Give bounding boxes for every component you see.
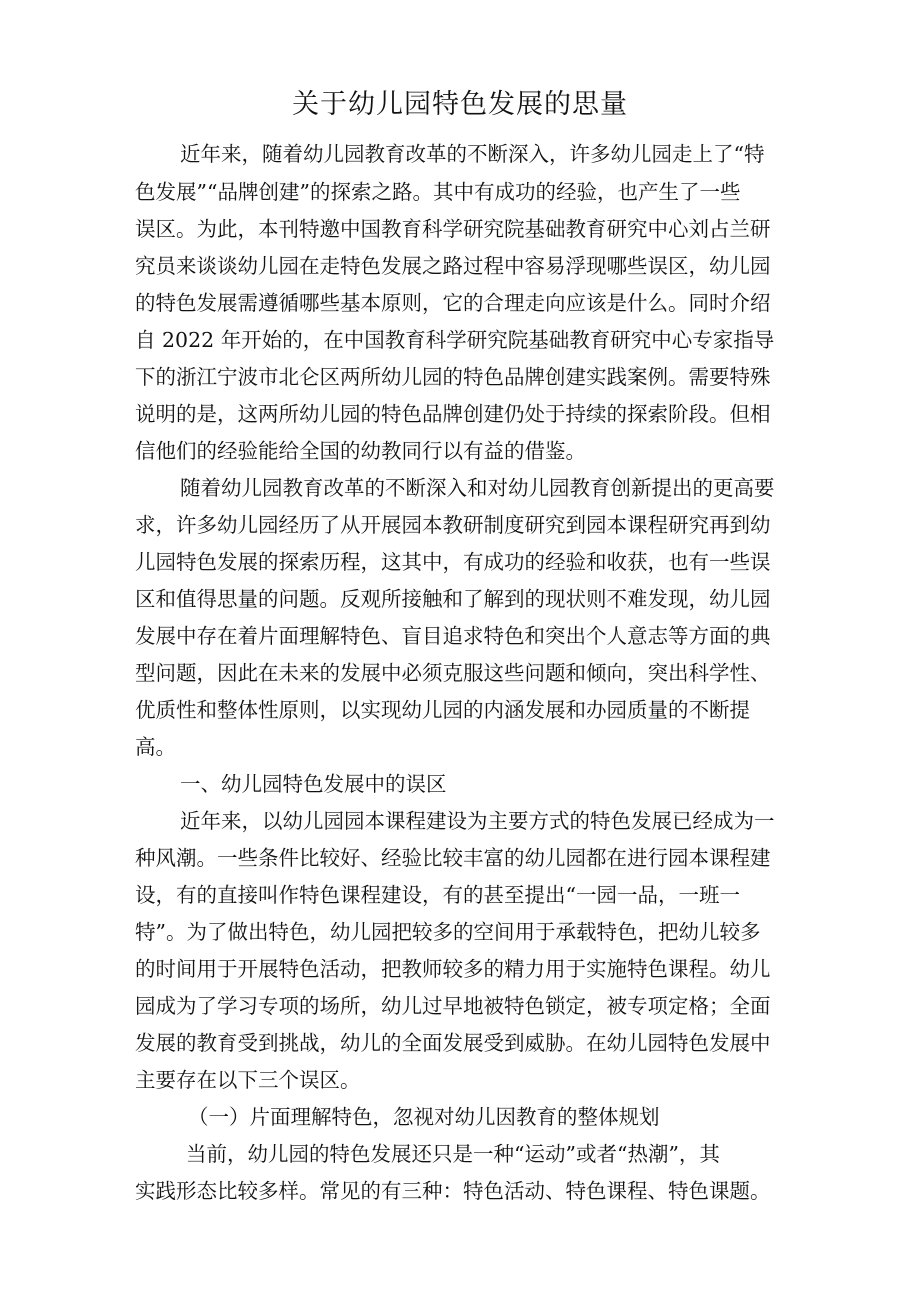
text-line: 说明的是，这两所幼儿园的特色品牌创建仍处于持续的探索阶段。但相: [135, 402, 771, 426]
text-line: 型问题，因此在未来的发展中必须克服这些问题和倾向，突出科学性、: [135, 661, 771, 685]
text-line: 种风潮。一些条件比较好、经验比较丰富的幼儿园都在进行园本课程建: [135, 846, 771, 870]
text-line: 园成为了学习专项的场所，幼儿过早地被特色锁定，被专项定格；全面: [135, 994, 771, 1018]
text-line: 实践形态比较多样。常见的有三种：特色活动、特色课程、特色课题。: [135, 1179, 771, 1203]
text-line: 优质性和整体性原则，以实现幼儿园的内涵发展和办园质量的不断提: [135, 698, 750, 722]
text-line: 发展中存在着片面理解特色、盲目追求特色和突出个人意志等方面的典: [135, 624, 771, 648]
text-line: 发展的教育受到挑战，幼儿的全面发展受到威胁。在幼儿园特色发展中: [135, 1031, 771, 1055]
text-line: 自 2022 年开始的，在中国教育科学研究院基础教育研究中心专家指导: [135, 328, 775, 352]
text-line: 区和值得思量的问题。反观所接触和了解到的现状则不难发现，幼儿园: [135, 587, 771, 611]
text-line: 的时间用于开展特色活动，把教师较多的精力用于实施特色课程。幼儿: [135, 957, 771, 981]
text-line: 究员来谈谈幼儿园在走特色发展之路过程中容易浮现哪些误区，幼儿园: [135, 254, 771, 278]
section-heading: 一、幼儿园特色发展中的误区: [180, 772, 447, 796]
text-line: 特”。为了做出特色，幼儿园把较多的空间用于承载特色，把幼儿较多: [135, 920, 761, 944]
text-line: 近年来，随着幼儿园教育改革的不断深入，许多幼儿园走上了“特: [180, 142, 765, 166]
text-line: 随着幼儿园教育改革的不断深入和对幼儿园教育创新提出的更高要: [180, 476, 775, 500]
subsection-heading: （一）片面理解特色，忽视对幼儿因教育的整体规划: [188, 1105, 660, 1129]
text-line: 求，许多幼儿园经历了从开展园本教研制度研究到园本课程研究再到幼: [135, 513, 771, 537]
text-line: 近年来，以幼儿园园本课程建设为主要方式的特色发展已经成为一: [180, 809, 775, 833]
text-line: 高。: [135, 735, 176, 759]
text-line: 下的浙江宁波市北仑区两所幼儿园的特色品牌创建实践案例。需要特殊: [135, 365, 771, 389]
text-line: 误区。为此，本刊特邀中国教育科学研究院基础教育研究中心刘占兰研: [135, 217, 771, 241]
text-line: 的特色发展需遵循哪些基本原则，它的合理走向应该是什么。同时介绍: [135, 291, 771, 315]
document-title: 关于幼儿园特色发展的思量: [292, 89, 628, 120]
text-line: 主要存在以下三个误区。: [135, 1068, 361, 1092]
text-line: 设，有的直接叫作特色课程建设，有的甚至提出“一园一品，一班一: [135, 883, 740, 907]
text-line: 当前，幼儿园的特色发展还只是一种“运动”或者“热潮”，其: [186, 1142, 720, 1166]
text-line: 儿园特色发展的探索历程，这其中，有成功的经验和收获，也有一些误: [135, 550, 771, 574]
text-line: 信他们的经验能给全国的幼教同行以有益的借鉴。: [135, 439, 586, 463]
text-line: 色发展”“品牌创建”的探索之路。其中有成功的经验，也产生了一些: [135, 180, 741, 204]
